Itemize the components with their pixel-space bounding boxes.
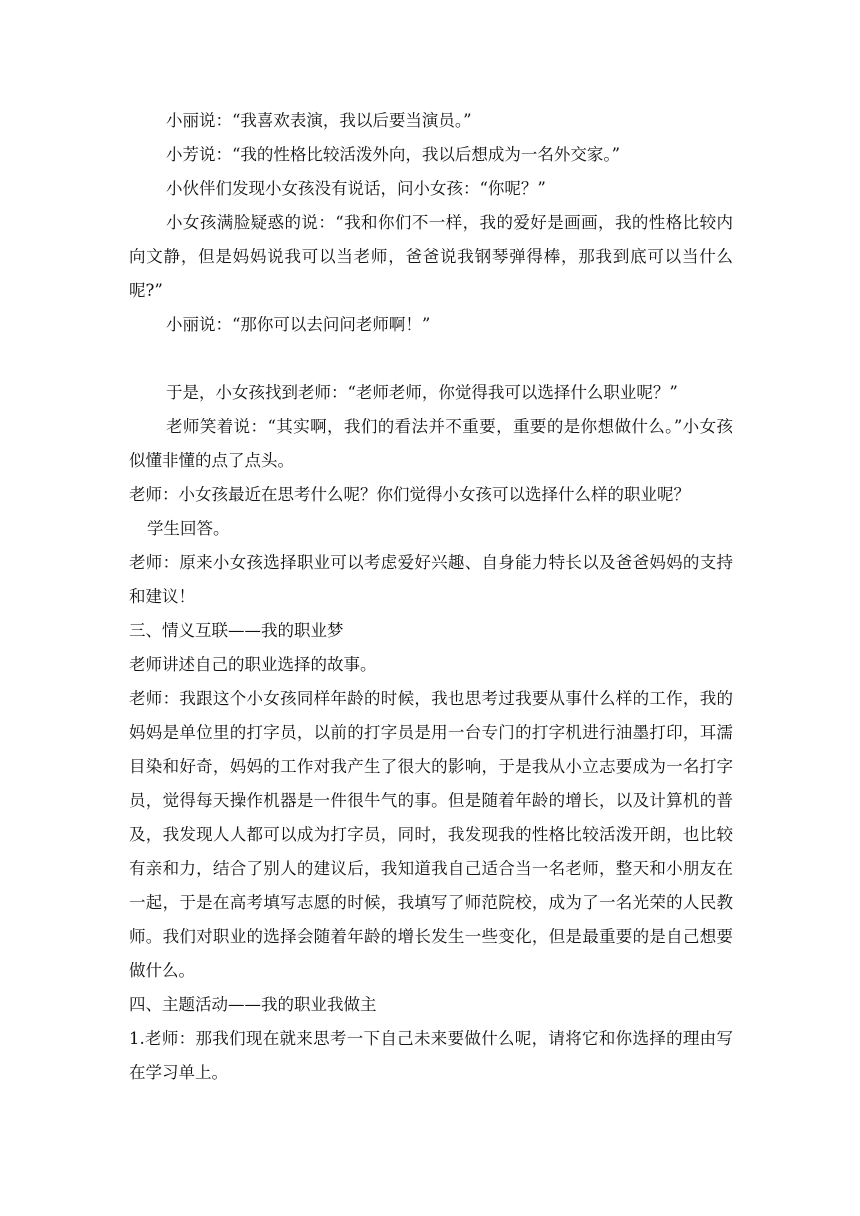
paragraph-xiaofang-diplomat: 小芳说：“我的性格比较活泼外向，我以后想成为一名外交家。”	[166, 145, 621, 164]
paragraph-girl-asks-teacher: 于是，小女孩找到老师：“老师老师，你觉得我可以选择什么职业呢？”	[166, 383, 678, 402]
paragraph-teacher-smiles: 老师笑着说：“其实啊，我们的看法并不重要，重要的是你想做什么。”小女孩似懂非懂的点了点头。	[129, 417, 733, 470]
paragraph-student-answer: 学生回答。	[147, 519, 230, 538]
section-heading-3: 三、情义互联——我的职业梦	[129, 621, 344, 640]
section-heading-4: 四、主题活动——我的职业我做主	[129, 995, 377, 1014]
document-body	[129, 104, 733, 1090]
paragraph-teacher-summary: 老师：原来小女孩选择职业可以考虑爱好兴趣、自身能力特长以及爸爸妈妈的支持和建议！	[129, 553, 733, 606]
paragraph-friends-ask: 小伙伴们发现小女孩没有说话，问小女孩：“你呢？”	[166, 179, 546, 198]
paragraph-xiaoli-suggest: 小丽说：“那你可以去问问老师啊！”	[166, 315, 431, 334]
paragraph-teacher-story-intro: 老师讲述自己的职业选择的故事。	[129, 655, 377, 674]
paragraph-teacher-story: 老师：我跟这个小女孩同样年龄的时候，我也思考过我要从事什么样的工作，我的妈妈是单位里的打字员，以前的打字员是用一台专门的打字机进行油墨打印，耳濡目染和好奇，妈妈的工作对我产生了很大的影响，于是我从小立志要成为一名打字员，觉得每天操作机器是一件很牛气的事。但是随着年龄的增长，以及计算机的普及，我发现人人都可以成为打字员，同时，我发现我的性格比较活泼开朗，也比较有亲和力，结合了别人的建议后，我知道我自己适合当一名老师，整天和小朋友在一起，于是在高考填写志愿的时候，我填写了师范院校，成为了一名光荣的人民教师。我们对职业的选择会随着年龄的增长发生一些变化，但是最重要的是自己想要做什么。	[129, 689, 733, 980]
paragraph-girl-confused: 小女孩满脸疑惑的说：“我和你们不一样，我的爱好是画画，我的性格比较内向文静，但是妈妈说我可以当老师，爸爸说我钢琴弹得棒，那我到底可以当什么呢?”	[129, 213, 733, 300]
paragraph-activity-1: 1.老师：那我们现在就来思考一下自己未来要做什么呢，请将它和你选择的理由写在学习单上。	[129, 1029, 733, 1082]
paragraph-xiaoli-actor: 小丽说：“我喜欢表演，我以后要当演员。”	[166, 111, 472, 130]
paragraph-teacher-question: 老师：小女孩最近在思考什么呢？你们觉得小女孩可以选择什么样的职业呢？	[129, 485, 690, 504]
blank-line	[129, 342, 733, 376]
